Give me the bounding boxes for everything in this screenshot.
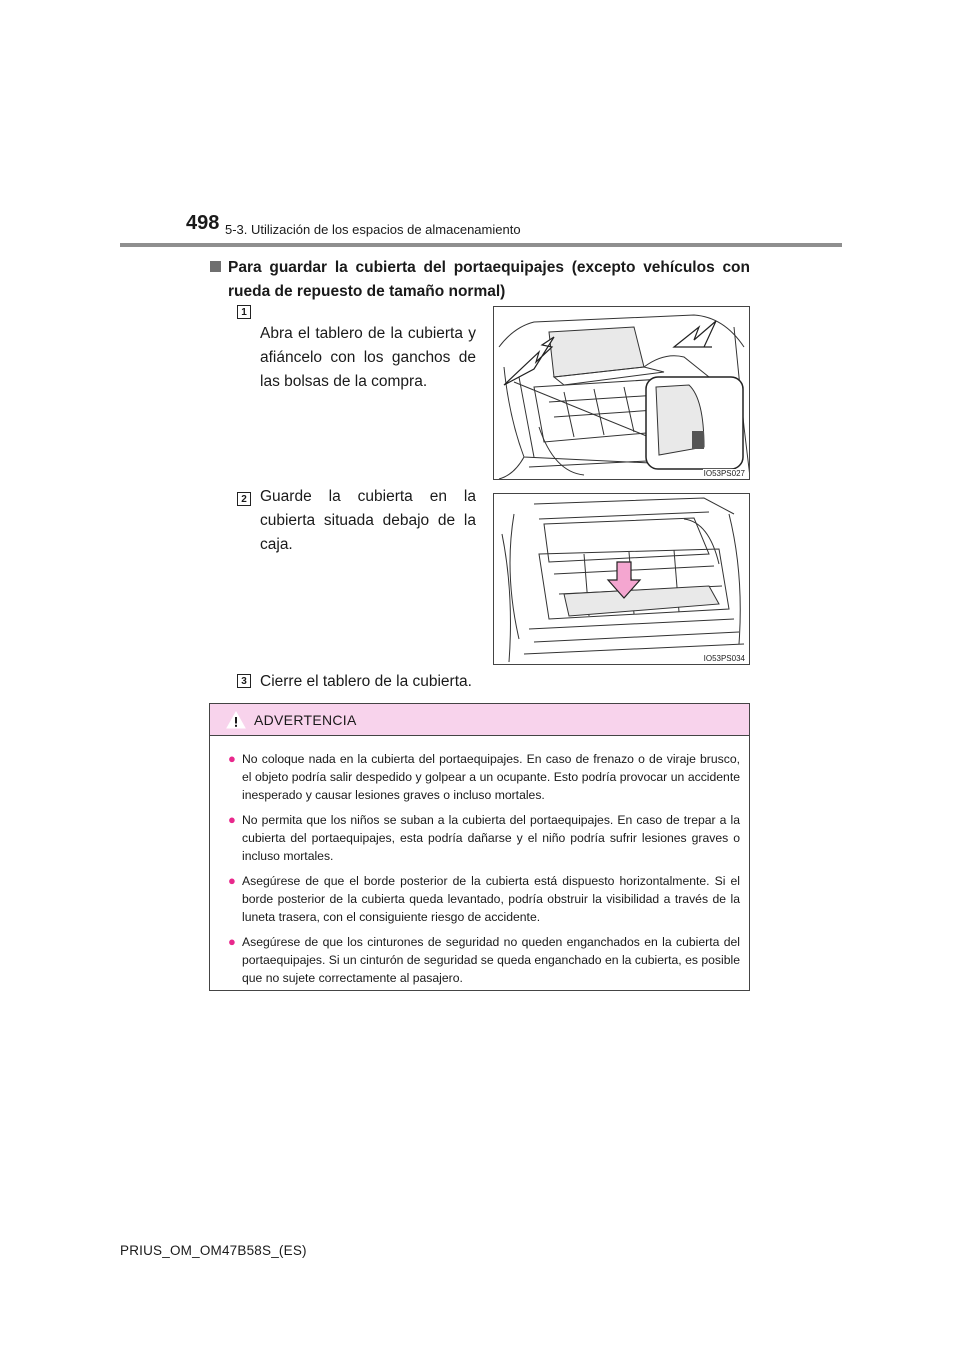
page-number: 498 — [186, 212, 220, 234]
step-text-1: Abra el tablero de la cubierta y afiáncelo con los ganchos de las bolsas de la compra. — [260, 325, 476, 390]
bullet-icon: ● — [228, 812, 236, 827]
warning-item-text: No coloque nada en la cubierta del portaequipajes. En caso de frenazo o de viraje brusco, el objeto podría salir despedido y golpear a un ocupante. Esto podría provocar un accidente inesperado y causar lesiones graves o incluso mortales. — [242, 752, 740, 802]
step-badge-1: 1 — [237, 305, 251, 319]
figure-2-code: IO53PS034 — [703, 654, 745, 663]
document-id: PRIUS_OM_OM47B58S_(ES) — [120, 1243, 307, 1258]
warning-item-text: Asegúrese de que el borde posterior de la cubierta está dispuesto horizontalmente. Si el borde posterior de la cubierta queda levantado, podría obstruir la visibilidad a través de la luneta trasera, con el consiguiente riesgo de accidente. — [242, 874, 740, 924]
step-badge-2: 2 — [237, 492, 251, 506]
warning-box — [209, 703, 750, 991]
warning-item-text: Asegúrese de que los cinturones de seguridad no queden enganchados en la cubierta del portaequipajes. Si un cinturón de seguridad se queda enganchado en la cubierta, es posible que no sujete correctamente al pasajero. — [242, 935, 740, 985]
figure-1-code: IO53PS027 — [703, 469, 745, 478]
subheading-text: Para guardar la cubierta del portaequipajes (excepto vehículos con rueda de repuesto de tamaño normal) — [228, 259, 750, 300]
warning-list — [210, 736, 749, 987]
warning-item — [228, 750, 740, 804]
subheading — [210, 256, 750, 304]
warning-title: ADVERTENCIA — [254, 711, 357, 728]
section-title: 5-3. Utilización de los espacios de almacenamiento — [225, 222, 521, 237]
warning-item — [228, 933, 740, 987]
figure-2-illustration — [494, 494, 750, 665]
warning-item — [228, 811, 740, 865]
step-text-3: Cierre el tablero de la cubierta. — [260, 673, 472, 690]
warning-item — [228, 872, 740, 926]
bullet-icon: ● — [228, 751, 236, 766]
square-bullet-icon — [210, 261, 221, 272]
step-badge-3: 3 — [237, 674, 251, 688]
figure-1-illustration — [494, 307, 750, 480]
header-rule — [120, 243, 842, 247]
warning-item-text: No permita que los niños se suban a la cubierta del portaequipajes. En caso de trepar a la cubierta del portaequipajes, esta podría dañarse y el niño podría sufrir lesiones graves o incluso mortales. — [242, 813, 740, 863]
figure-2 — [493, 493, 750, 665]
warning-triangle-icon — [226, 711, 246, 729]
bullet-icon: ● — [228, 873, 236, 888]
step-text-2: Guarde la cubierta en la cubierta situada debajo de la caja. — [260, 488, 476, 553]
figure-1 — [493, 306, 750, 480]
warning-header — [210, 704, 749, 736]
bullet-icon: ● — [228, 934, 236, 949]
